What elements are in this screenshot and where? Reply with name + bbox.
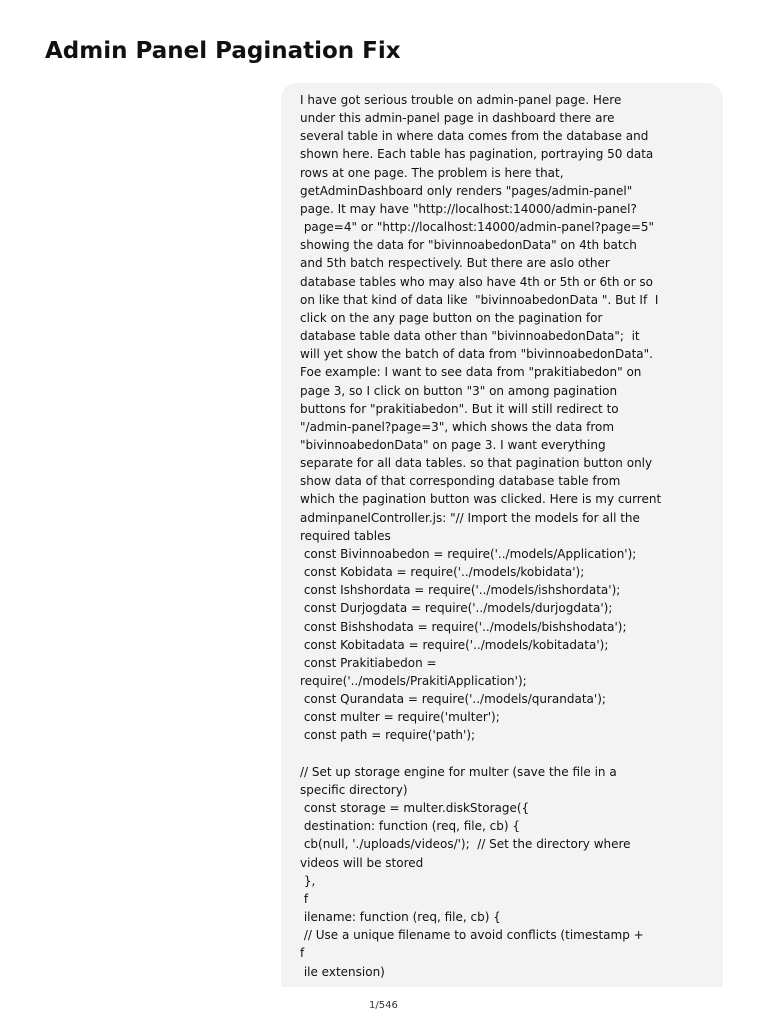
message-bubble (281, 83, 723, 987)
message-line: // Use a unique filename to avoid conflicts (timestamp + (300, 928, 644, 943)
message-line: ilename: function (req, file, cb) { (300, 910, 501, 925)
message-line: const path = require('path'); (300, 728, 476, 743)
message-line: database table data other than "bivinnoabedonData"; it (300, 329, 640, 344)
page-title: Admin Panel Pagination Fix (45, 38, 401, 64)
message-line: adminpanelController.js: "// Import the models for all the (300, 510, 640, 525)
message-line: const Bishshodata = require('../models/bishshodata'); (300, 619, 627, 634)
message-line: specific directory) (300, 782, 408, 797)
message-line: separate for all data tables. so that pagination button only (300, 456, 653, 471)
message-line: videos will be stored (300, 855, 424, 870)
message-line: const Kobitadata = require('../models/kobitadata'); (300, 637, 609, 652)
message-line: page=4" or "http://localhost:14000/admin-panel?page=5" (300, 220, 655, 235)
message-line: "/admin-panel?page=3", which shows the data from (300, 419, 615, 434)
message-line: }, (300, 873, 316, 888)
message-line: ile extension) (300, 964, 385, 979)
message-line: const Ishshordata = require('../models/ishshordata'); (300, 583, 621, 598)
message-line: several table in where data comes from the database and (300, 129, 649, 144)
message-line: const multer = require('multer'); (300, 710, 500, 725)
message-line: show data of that corresponding database table from (300, 474, 621, 489)
message-line: f (300, 946, 305, 961)
message-line: "bivinnoabedonData" on page 3. I want everything (300, 437, 606, 452)
message-text (300, 91, 711, 981)
message-line: const Qurandata = require('../models/qurandata'); (300, 692, 606, 707)
message-line: which the pagination button was clicked. Here is my current (300, 492, 662, 507)
message-line: showing the data for "bivinnoabedonData" on 4th batch (300, 238, 637, 253)
message-line: Foe example: I want to see data from "prakitiabedon" on (300, 365, 642, 380)
message-line: buttons for "prakitiabedon". But it will still redirect to (300, 401, 619, 416)
message-line: const Durjogdata = require('../models/durjogdata'); (300, 601, 613, 616)
message-line: cb(null, './uploads/videos/'); // Set the directory where (300, 837, 631, 852)
message-line: f (300, 891, 309, 906)
page-indicator: 1/546 (369, 1000, 398, 1011)
message-line: // Set up storage engine for multer (save the file in a (300, 764, 617, 779)
message-line: will yet show the batch of data from "bivinnoabedonData". (300, 347, 653, 362)
message-line: const storage = multer.diskStorage({ (300, 801, 530, 816)
message-line: and 5th batch respectively. But there are aslo other (300, 256, 610, 271)
message-line: database tables who may also have 4th or 5th or 6th or so (300, 274, 653, 289)
message-line: const Prakitiabedon = (300, 655, 437, 670)
message-line: required tables (300, 528, 391, 543)
message-line: page 3, so I click on button "3" on among pagination (300, 383, 618, 398)
message-line: getAdminDashboard only renders "pages/admin-panel" (300, 183, 633, 198)
message-line: require('../models/PrakitiApplication'); (300, 674, 527, 688)
message-line: rows at one page. The problem is here that, (300, 165, 564, 180)
message-line: under this admin-panel page in dashboard there are (300, 111, 615, 126)
message-line: I have got serious trouble on admin-panel page. Here (300, 93, 622, 107)
message-line: shown here. Each table has pagination, portraying 50 data (300, 147, 654, 162)
message-line: const Kobidata = require('../models/kobidata'); (300, 565, 585, 580)
message-line: page. It may have "http://localhost:14000/admin-panel? (300, 201, 637, 216)
message-line: click on the any page button on the pagination for (300, 310, 603, 325)
message-line: const Bivinnoabedon = require('../models/Application'); (300, 546, 637, 561)
message-line: destination: function (req, file, cb) { (300, 819, 520, 834)
message-line: on like that kind of data like "bivinnoabedonData ". But If I (300, 292, 659, 307)
